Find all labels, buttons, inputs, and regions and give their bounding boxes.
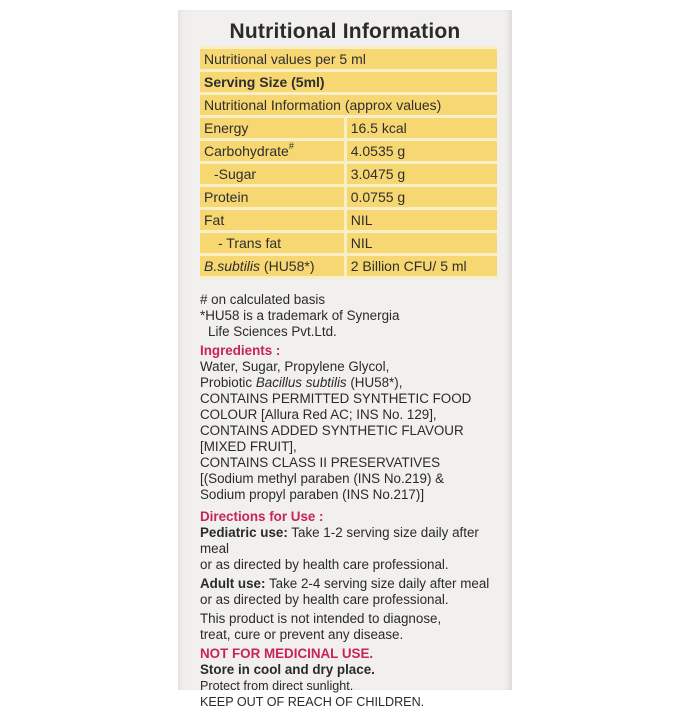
nutrient-label (200, 255, 345, 278)
ingredients-line: CONTAINS PERMITTED SYNTHETIC FOOD (200, 391, 472, 406)
ingredients-line: Probiotic Bacillus subtilis (HU58*), (200, 375, 403, 390)
nutrient-value: NIL (345, 232, 497, 255)
disclaimer-cont: treat, cure or prevent any disease. (200, 627, 404, 642)
nutrient-label: Protein (200, 186, 345, 209)
nutrient-value: 16.5 kcal (345, 117, 497, 140)
nutrient-label (200, 140, 345, 163)
table-row (200, 140, 497, 163)
nutrient-label: Energy (200, 117, 345, 140)
adult-use-cont: or as directed by health care professional. (200, 592, 449, 607)
nutrient-label-text: Carbohydrate (204, 143, 289, 159)
trademark-note: *HU58 is a trademark of Synergia (200, 308, 400, 323)
nutrient-value: 4.0535 g (345, 140, 497, 163)
ingredients-heading: Ingredients : (200, 343, 281, 358)
table-row (200, 255, 497, 278)
nutrition-table (200, 46, 497, 279)
directions-heading: Directions for Use : (200, 509, 324, 524)
footnote-mark: # (288, 141, 294, 151)
children-warning: KEEP OUT OF REACH OF CHILDREN. (200, 695, 425, 709)
adult-use: Adult use: Take 2-4 serving size daily after meal (200, 576, 490, 591)
ingredients-line: [MIXED FRUIT], (200, 439, 297, 454)
nutrient-label: Fat (200, 209, 345, 232)
pediatric-use-cont: or as directed by health care professional. (200, 557, 449, 572)
per-serving-note: Nutritional values per 5 ml (200, 48, 497, 71)
strain-name: (HU58*) (260, 258, 315, 274)
sunlight-note: Protect from direct sunlight. (200, 679, 354, 693)
calc-basis-note: # on calculated basis (200, 292, 326, 307)
table-header-row (200, 48, 497, 71)
table-header-row (200, 94, 497, 117)
label-title: Nutritional Information (229, 20, 461, 43)
table-row (200, 163, 497, 186)
trademark-note-cont: Life Sciences Pvt.Ltd. (208, 324, 337, 339)
serving-size: Serving Size (5ml) (200, 71, 497, 94)
label-body-text (200, 292, 505, 710)
table-row (200, 117, 497, 140)
pediatric-use: Pediatric use: Take 1-2 serving size daily after meal (200, 525, 479, 556)
nutrient-label: - Trans fat (200, 232, 345, 255)
nutrient-value: 3.0475 g (345, 163, 497, 186)
product-label-panel (178, 10, 512, 709)
ingredients-line: COLOUR [Allura Red AC; INS No. 129], (200, 407, 437, 422)
ingredients-line: Water, Sugar, Propylene Glycol, (200, 359, 390, 374)
storage-note: Store in cool and dry place. (200, 662, 375, 677)
ingredients-line: Sodium propyl paraben (INS No.217)] (200, 487, 425, 502)
nutrient-label: -Sugar (200, 163, 345, 186)
nutrient-value: NIL (345, 209, 497, 232)
nutrient-value: 0.0755 g (345, 186, 497, 209)
table-header-row (200, 71, 497, 94)
disclaimer: This product is not intended to diagnose, (200, 611, 442, 626)
ingredients-line: CONTAINS ADDED SYNTHETIC FLAVOUR (200, 423, 464, 438)
not-medicinal-warning: NOT FOR MEDICINAL USE. (200, 646, 374, 661)
table-row (200, 232, 497, 255)
table-row (200, 209, 497, 232)
nutrient-value: 2 Billion CFU/ 5 ml (345, 255, 497, 278)
approx-values-note: Nutritional Information (approx values) (200, 94, 497, 117)
ingredients-line: CONTAINS CLASS II PRESERVATIVES (200, 455, 441, 470)
ingredients-line: [(Sodium methyl paraben (INS No.219) & (200, 471, 445, 486)
species-name: B.subtilis (204, 258, 261, 274)
table-row (200, 186, 497, 209)
